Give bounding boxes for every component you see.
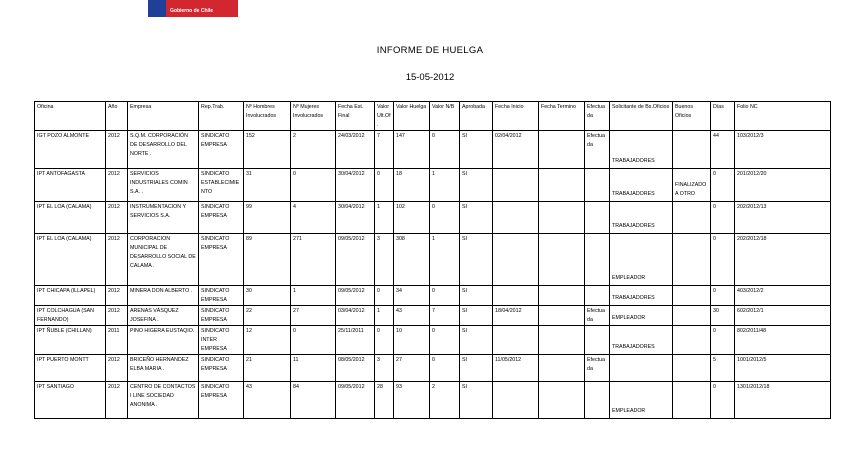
cell-efectuada [585, 202, 610, 234]
cell-fecha-termino [539, 202, 585, 234]
cell-fecha-inicio [493, 202, 539, 234]
cell-anio: 2012 [106, 355, 128, 382]
cell-fecha-est-final: 03/04/2012 [336, 306, 375, 326]
cell-aprobada: SI [460, 355, 493, 382]
cell-fecha-est-final: 30/04/2012 [336, 202, 375, 234]
cell-valor-ult-of: 0 [375, 169, 394, 202]
cell-valor-huelga: 147 [394, 131, 430, 169]
cell-anio: 2012 [106, 202, 128, 234]
cell-valor-ult-of: 0 [375, 326, 394, 355]
cell-n-mujeres: 271 [291, 234, 336, 286]
cell-n-mujeres: 4 [291, 202, 336, 234]
cell-fecha-termino [539, 355, 585, 382]
cell-oficina: IPT SANTIAGO [35, 382, 106, 419]
cell-oficina: IPT EL LOA (CALAMA) [35, 202, 106, 234]
cell-buenos-oficios: FINALIZADO A OTRO [673, 169, 711, 202]
cell-fecha-termino [539, 234, 585, 286]
column-header-fecha-termino: Fecha Termino [539, 102, 585, 131]
cell-solicitante: TRABAJADORES [610, 286, 673, 306]
cell-rep-trab: SINDICATO EMPRESA [199, 131, 244, 169]
table-header-row [35, 102, 831, 131]
cell-fecha-termino [539, 131, 585, 169]
cell-valor-ult-of: 3 [375, 355, 394, 382]
cell-solicitante [610, 355, 673, 382]
cell-dias: 0 [711, 382, 735, 419]
cell-empresa: MINERA DON ALBERTO . [128, 286, 199, 306]
cell-n-hombres: 152 [244, 131, 291, 169]
cell-valor-nb: 1 [430, 234, 460, 286]
cell-solicitante: TRABAJADORES [610, 326, 673, 355]
cell-efectuada: Efectuada [585, 131, 610, 169]
cell-buenos-oficios [673, 131, 711, 169]
cell-n-hombres: 21 [244, 355, 291, 382]
column-header-rep-trab: Rep.Trab. [199, 102, 244, 131]
cell-solicitante: EMPLEADOR [610, 382, 673, 419]
cell-fecha-termino [539, 382, 585, 419]
cell-rep-trab: SINDICATO EMPRESA [199, 234, 244, 286]
column-header-buenos-oficios: Buenos Oficios [673, 102, 711, 131]
cell-anio: 2012 [106, 286, 128, 306]
cell-fecha-est-final: 08/05/2012 [336, 355, 375, 382]
government-logo [148, 0, 238, 17]
cell-dias: 30 [711, 306, 735, 326]
cell-dias: 0 [711, 286, 735, 306]
cell-fecha-inicio [493, 169, 539, 202]
cell-folio-nc: 103/2012/3 [735, 131, 831, 169]
cell-dias: 5 [711, 355, 735, 382]
column-header-valor-ult-of: Valor Ult.Of. [375, 102, 394, 131]
table-row [35, 169, 831, 202]
cell-empresa: SERVICIOS INDUSTRIALES COMIN S.A. . [128, 169, 199, 202]
cell-valor-huelga: 102 [394, 202, 430, 234]
cell-folio-nc: 1001/2012/5 [735, 355, 831, 382]
table-row [35, 234, 831, 286]
cell-fecha-est-final: 30/04/2012 [336, 169, 375, 202]
column-header-solicitante: Solicitante de Bs.Oficios [610, 102, 673, 131]
cell-empresa: INSTRUMENTACION Y SERVICIOS S.A. [128, 202, 199, 234]
cell-oficina: IPT CHICAPA (ILLAPEL) [35, 286, 106, 306]
cell-valor-huelga: 93 [394, 382, 430, 419]
cell-valor-ult-of: 3 [375, 234, 394, 286]
column-header-valor-huelga: Valor Huelga [394, 102, 430, 131]
logo-text: Gobierno de Chile [166, 0, 238, 17]
cell-anio: 2012 [106, 234, 128, 286]
column-header-n-mujeres: Nº Mujeres Involucrados [291, 102, 336, 131]
cell-fecha-est-final: 25/11/2011 [336, 326, 375, 355]
cell-empresa: PINO HIGERA EUSTAQIO. [128, 326, 199, 355]
column-header-fecha-est-final: Fecha Est. Final [336, 102, 375, 131]
cell-anio: 2012 [106, 382, 128, 419]
table-row [35, 202, 831, 234]
table-row [35, 131, 831, 169]
column-header-empresa: Empresa [128, 102, 199, 131]
cell-n-hombres: 30 [244, 286, 291, 306]
cell-buenos-oficios [673, 202, 711, 234]
cell-fecha-inicio: 02/04/2012 [493, 131, 539, 169]
cell-aprobada: SI [460, 382, 493, 419]
cell-fecha-termino [539, 326, 585, 355]
cell-oficina: IPT PUERTO MONTT [35, 355, 106, 382]
cell-rep-trab: SINDICATO INTER EMPRESA [199, 326, 244, 355]
cell-n-hombres: 12 [244, 326, 291, 355]
cell-fecha-est-final: 09/05/2012 [336, 234, 375, 286]
cell-fecha-inicio [493, 234, 539, 286]
cell-dias: 0 [711, 234, 735, 286]
cell-valor-nb: 7 [430, 306, 460, 326]
cell-oficina: IPT ANTOFAGASTA [35, 169, 106, 202]
cell-folio-nc: 403/2012/2 [735, 286, 831, 306]
cell-aprobada: SI [460, 234, 493, 286]
column-header-dias: Días [711, 102, 735, 131]
cell-oficina: IPT EL LOA (CALAMA) [35, 234, 106, 286]
table-row [35, 286, 831, 306]
cell-valor-nb: 2 [430, 382, 460, 419]
cell-valor-ult-of: 28 [375, 382, 394, 419]
cell-solicitante: EMPLEADOR [610, 306, 673, 326]
cell-valor-ult-of: 1 [375, 306, 394, 326]
cell-folio-nc: 202/2012/13 [735, 202, 831, 234]
cell-n-hombres: 99 [244, 202, 291, 234]
cell-anio: 2012 [106, 131, 128, 169]
column-header-n-hombres: Nº Hombres Involucrados [244, 102, 291, 131]
cell-rep-trab: SINDICATO ESTABLECIMIENTO [199, 169, 244, 202]
cell-valor-ult-of: 0 [375, 286, 394, 306]
cell-valor-ult-of: 1 [375, 202, 394, 234]
table-row [35, 326, 831, 355]
cell-efectuada: Efectuada [585, 306, 610, 326]
cell-oficina: IPT ÑUBLE (CHILLAN) [35, 326, 106, 355]
cell-fecha-est-final: 09/05/2012 [336, 382, 375, 419]
cell-n-hombres: 43 [244, 382, 291, 419]
cell-fecha-termino [539, 169, 585, 202]
cell-fecha-termino [539, 286, 585, 306]
cell-dias: 44 [711, 131, 735, 169]
cell-anio: 2011 [106, 326, 128, 355]
cell-solicitante: TRABAJADORES [610, 131, 673, 169]
cell-valor-nb: 0 [430, 131, 460, 169]
cell-aprobada: SI [460, 306, 493, 326]
cell-aprobada: SI [460, 131, 493, 169]
cell-empresa: S.Q.M. CORPORACIÓN DE DESARROLLO DEL NORTE . [128, 131, 199, 169]
table-row [35, 306, 831, 326]
cell-buenos-oficios [673, 306, 711, 326]
cell-n-mujeres: 0 [291, 169, 336, 202]
cell-n-mujeres: 27 [291, 306, 336, 326]
cell-folio-nc: 202/2012/18 [735, 234, 831, 286]
cell-buenos-oficios [673, 382, 711, 419]
cell-rep-trab: SINDICATO EMPRESA [199, 286, 244, 306]
cell-valor-huelga: 34 [394, 286, 430, 306]
cell-dias: 0 [711, 169, 735, 202]
column-header-fecha-inicio: Fecha Inicio [493, 102, 539, 131]
cell-n-mujeres: 2 [291, 131, 336, 169]
cell-anio: 2012 [106, 306, 128, 326]
cell-valor-nb: 0 [430, 355, 460, 382]
cell-rep-trab: SINDICATO EMPRESA [199, 202, 244, 234]
cell-efectuada [585, 169, 610, 202]
cell-buenos-oficios [673, 355, 711, 382]
cell-anio: 2012 [106, 169, 128, 202]
cell-folio-nc: 802/2011/48 [735, 326, 831, 355]
column-header-oficina: Oficina [35, 102, 106, 131]
logo-blue-block [148, 0, 166, 17]
cell-valor-huelga: 18 [394, 169, 430, 202]
cell-n-mujeres: 1 [291, 286, 336, 306]
cell-folio-nc: 201/2012/20 [735, 169, 831, 202]
cell-valor-huelga: 308 [394, 234, 430, 286]
cell-fecha-inicio [493, 382, 539, 419]
cell-fecha-inicio: 11/05/2012 [493, 355, 539, 382]
cell-folio-nc: 602/2012/1 [735, 306, 831, 326]
cell-dias: 0 [711, 202, 735, 234]
cell-n-mujeres: 11 [291, 355, 336, 382]
cell-aprobada: SI [460, 326, 493, 355]
cell-empresa: BRICEÑO HERNANDEZ ELBA MARIA . [128, 355, 199, 382]
cell-n-mujeres: 0 [291, 326, 336, 355]
column-header-aprobada: Aprobada [460, 102, 493, 131]
cell-rep-trab: SINDICATO EMPRESA [199, 306, 244, 326]
cell-rep-trab: SINDICATO EMPRESA [199, 355, 244, 382]
cell-solicitante: TRABAJADORES [610, 169, 673, 202]
cell-fecha-est-final: 09/05/2012 [336, 286, 375, 306]
cell-folio-nc: 1301/2012/18 [735, 382, 831, 419]
column-header-valor-nb: Valor N/B [430, 102, 460, 131]
cell-buenos-oficios [673, 326, 711, 355]
cell-valor-nb: 0 [430, 202, 460, 234]
report-date: 15-05-2012 [405, 72, 455, 83]
cell-n-hombres: 89 [244, 234, 291, 286]
cell-buenos-oficios [673, 286, 711, 306]
strike-report-table [34, 101, 831, 419]
cell-fecha-inicio: 18/04/2012 [493, 306, 539, 326]
cell-fecha-inicio [493, 326, 539, 355]
cell-efectuada [585, 234, 610, 286]
cell-valor-huelga: 27 [394, 355, 430, 382]
cell-empresa: CORPORACION MUNICIPAL DE DESARROLLO SOCIAL DE CALAMA . [128, 234, 199, 286]
report-title: INFORME DE HUELGA [376, 45, 484, 56]
cell-empresa: CENTRO DE CONTACTOS I LINE SOCIEDAD ANONIMA . [128, 382, 199, 419]
cell-rep-trab: SINDICATO EMPRESA [199, 382, 244, 419]
cell-solicitante: EMPLEADOR [610, 234, 673, 286]
column-header-anio: Año [106, 102, 128, 131]
cell-oficina: IGT POZO ALMONTE [35, 131, 106, 169]
column-header-efectuada: Efectuada [585, 102, 610, 131]
cell-dias: 0 [711, 326, 735, 355]
cell-oficina: IPT COLCHAGUA (SAN FERNANDO) [35, 306, 106, 326]
cell-valor-nb: 0 [430, 286, 460, 306]
cell-valor-nb: 1 [430, 169, 460, 202]
column-header-folio-nc: Folio NC [735, 102, 831, 131]
cell-n-hombres: 22 [244, 306, 291, 326]
cell-valor-nb: 0 [430, 326, 460, 355]
cell-valor-huelga: 10 [394, 326, 430, 355]
cell-efectuada: Efectuada [585, 355, 610, 382]
cell-fecha-termino [539, 306, 585, 326]
cell-aprobada: SI [460, 169, 493, 202]
cell-efectuada [585, 326, 610, 355]
cell-n-hombres: 31 [244, 169, 291, 202]
cell-aprobada: SI [460, 286, 493, 306]
cell-buenos-oficios [673, 234, 711, 286]
table-row [35, 355, 831, 382]
cell-n-mujeres: 84 [291, 382, 336, 419]
cell-efectuada [585, 286, 610, 306]
cell-valor-huelga: 43 [394, 306, 430, 326]
cell-aprobada: SI [460, 202, 493, 234]
cell-solicitante: TRABAJADORES [610, 202, 673, 234]
cell-empresa: ARENAS VÁSQUEZ JOSEFINA . [128, 306, 199, 326]
cell-efectuada [585, 382, 610, 419]
cell-valor-ult-of: 7 [375, 131, 394, 169]
cell-fecha-est-final: 24/03/2012 [336, 131, 375, 169]
cell-fecha-inicio [493, 286, 539, 306]
table-row [35, 382, 831, 419]
